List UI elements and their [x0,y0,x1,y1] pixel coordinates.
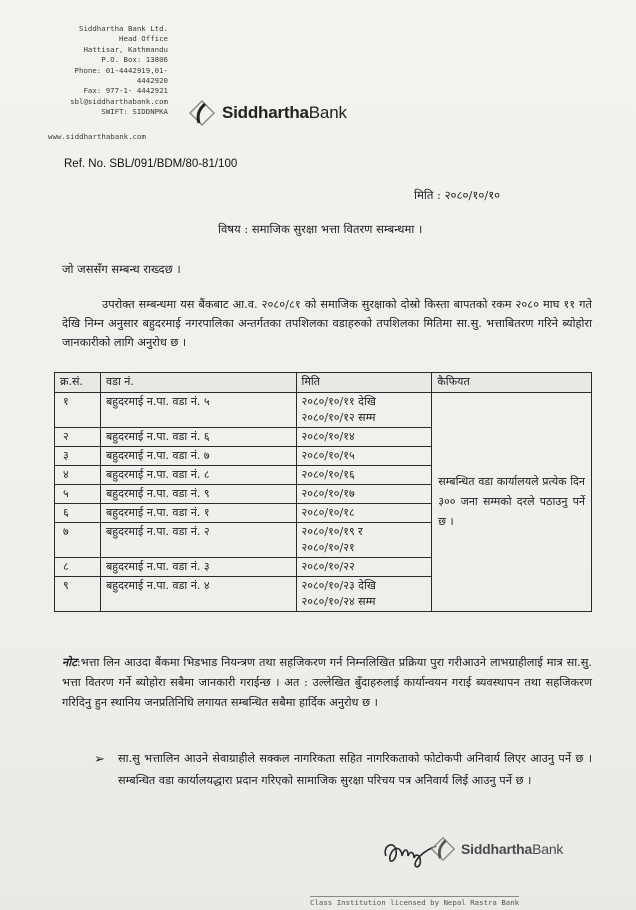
address-line: P.O. Box: 13806 [101,55,168,65]
letter-subject: विषय : समाजिक सुरक्षा भत्ता वितरण सम्बन्धमा । [218,222,423,236]
cell-ward: बहुदरमाई न.पा. वडा नं. ८ [100,466,296,485]
footer-line: Class Institution licensed by Nepal Rastra Bank [310,898,520,907]
cell-date: २०८०/१०/२३ देखि २०८०/१०/२४ सम्म [296,577,432,612]
cell-sn: ५ [55,485,101,504]
cell-sn: ३ [55,447,101,466]
address-line: Head Office [119,34,168,44]
column-header-remarks: कैफियत [432,373,592,393]
cell-date: २०८०/१०/१४ [296,428,432,447]
cell-date: २०८०/१०/११ देखि २०८०/१०/१२ सम्म [296,393,432,428]
cell-sn: २ [55,428,101,447]
bank-logo-icon [428,834,458,864]
cell-ward: बहुदरमाई न.पा. वडा नं. ४ [100,577,296,612]
address-line: Hattisar, Kathmandu [83,44,168,54]
note-text: :भत्ता लिन आउदा बैंकमा भिडभाड नियन्त्रण तथा सहजिकरण गर्न निम्नलिखित प्रक्रिया पुरा गरीआउने लाभग्राहीलाई मात्र सा.सु. भत्ता वितरण गर्ने ब्योहोरा सबैमा जानकारी गराईन्छ । अत : उल्लेखित बुँदाहरुलाई कार्यान्वयन गराई ब्यवस्थापन तथा सहजिकरण गरिदिनु हुन स्थानिय जनप्रतिनिधि लगायत सम्बन्धित सबैमा हार्दिक अनुरोध छ । [62,656,592,709]
distribution-schedule-table [54,372,592,612]
cell-date: २०८०/१०/१५ [296,447,432,466]
address-line: sbl@siddharthabank.com [70,96,168,106]
bank-website: www.siddharthabank.com [48,132,146,141]
address-line: Siddhartha Bank Ltd. [79,24,168,33]
bullet-point: सा.सु भत्तालिन आउने सेवाग्राहीले सक्कल नागरिकता सहित नागरिकताको फोटोकपी अनिवार्य लिएर आउनु पर्ने छ । सम्बन्धित वडा कार्यालयद्धारा प्रदान गरिएको सामाजिक सुरक्षा परिचय पत्र अनिवार्य लिई आउनु पर्ने छ । [118,752,592,787]
table-row [55,393,592,428]
note-label: नोट [62,655,77,669]
cell-date: २०८०/१०/२२ [296,558,432,577]
cell-sn: ७ [55,523,101,558]
salutation: जो जससँग सम्बन्ध राख्दछ । [62,262,181,276]
column-header-date: मिति [296,373,432,393]
cell-sn: ४ [55,466,101,485]
body-paragraph: उपरोक्त सम्बन्धमा यस बैंकबाट आ.व. २०८०/८१ को समाजिक सुरक्षाको दोस्रो किस्ता बापतको रकम २०८० माघ ११ गते देखि निम्न अनुसार बहुदरमाई नगरपालिका अन्तर्गतका तपशिलका वडाहरुको तपशिलका मितिमा सा.सु. भत्ताबितरण गरिने ब्योहोरा जानकारीको लागि अनुरोध छ । [62,298,592,349]
letter-date: मिति : २०८०/१०/१० [414,188,501,202]
bank-address-block [40,24,168,118]
cell-ward: बहुदरमाई न.पा. वडा नं. ५ [100,393,296,428]
cell-ward: बहुदरमाई न.पा. वडा नं. १ [100,504,296,523]
arrow-bullet-icon: ➢ [94,752,105,767]
reference-number: Ref. No. SBL/091/BDM/80-81/100 [64,158,238,170]
address-line: Phone: 01-4442919,01- [74,65,168,75]
bank-logo-footer [428,834,563,864]
cell-sn: ८ [55,558,101,577]
cell-ward: बहुदरमाई न.पा. वडा नं. ७ [100,447,296,466]
address-line: SWIFT: SIDDNPKA [101,107,168,117]
cell-ward: बहुदरमाई न.पा. वडा नं. ९ [100,485,296,504]
cell-sn: ९ [55,577,101,612]
cell-sn: १ [55,393,101,428]
cell-ward: बहुदरमाई न.पा. वडा नं. ३ [100,558,296,577]
cell-date: २०८०/१०/१७ [296,485,432,504]
bank-logo-text: SiddharthaBank [461,841,564,857]
table-body [55,393,592,612]
cell-date: २०८०/१०/१८ [296,504,432,523]
cell-remarks: सम्बन्धित वडा कार्यालयले प्रत्येक दिन ३०० जना सम्मको दरले पठाउनु पर्ने छ । [432,393,592,612]
column-header-ward: वडा नं. [100,373,296,393]
cell-sn: ६ [55,504,101,523]
bank-logo-icon [186,98,218,128]
address-line: Fax: 977-1- 4442921 [83,86,168,96]
table-header-row [55,373,592,393]
address-line: 4442920 [136,76,168,86]
cell-date: २०८०/१०/१९ र २०८०/१०/२१ [296,523,432,558]
note-paragraph [62,652,592,713]
bank-logo-text: SiddharthaBank [222,103,347,122]
column-header-sn: क्र.सं. [55,373,101,393]
cell-ward: बहुदरमाई न.पा. वडा नं. २ [100,523,296,558]
cell-date: २०८०/१०/१६ [296,466,432,485]
bank-logo [186,98,347,128]
cell-ward: बहुदरमाई न.पा. वडा नं. ६ [100,428,296,447]
